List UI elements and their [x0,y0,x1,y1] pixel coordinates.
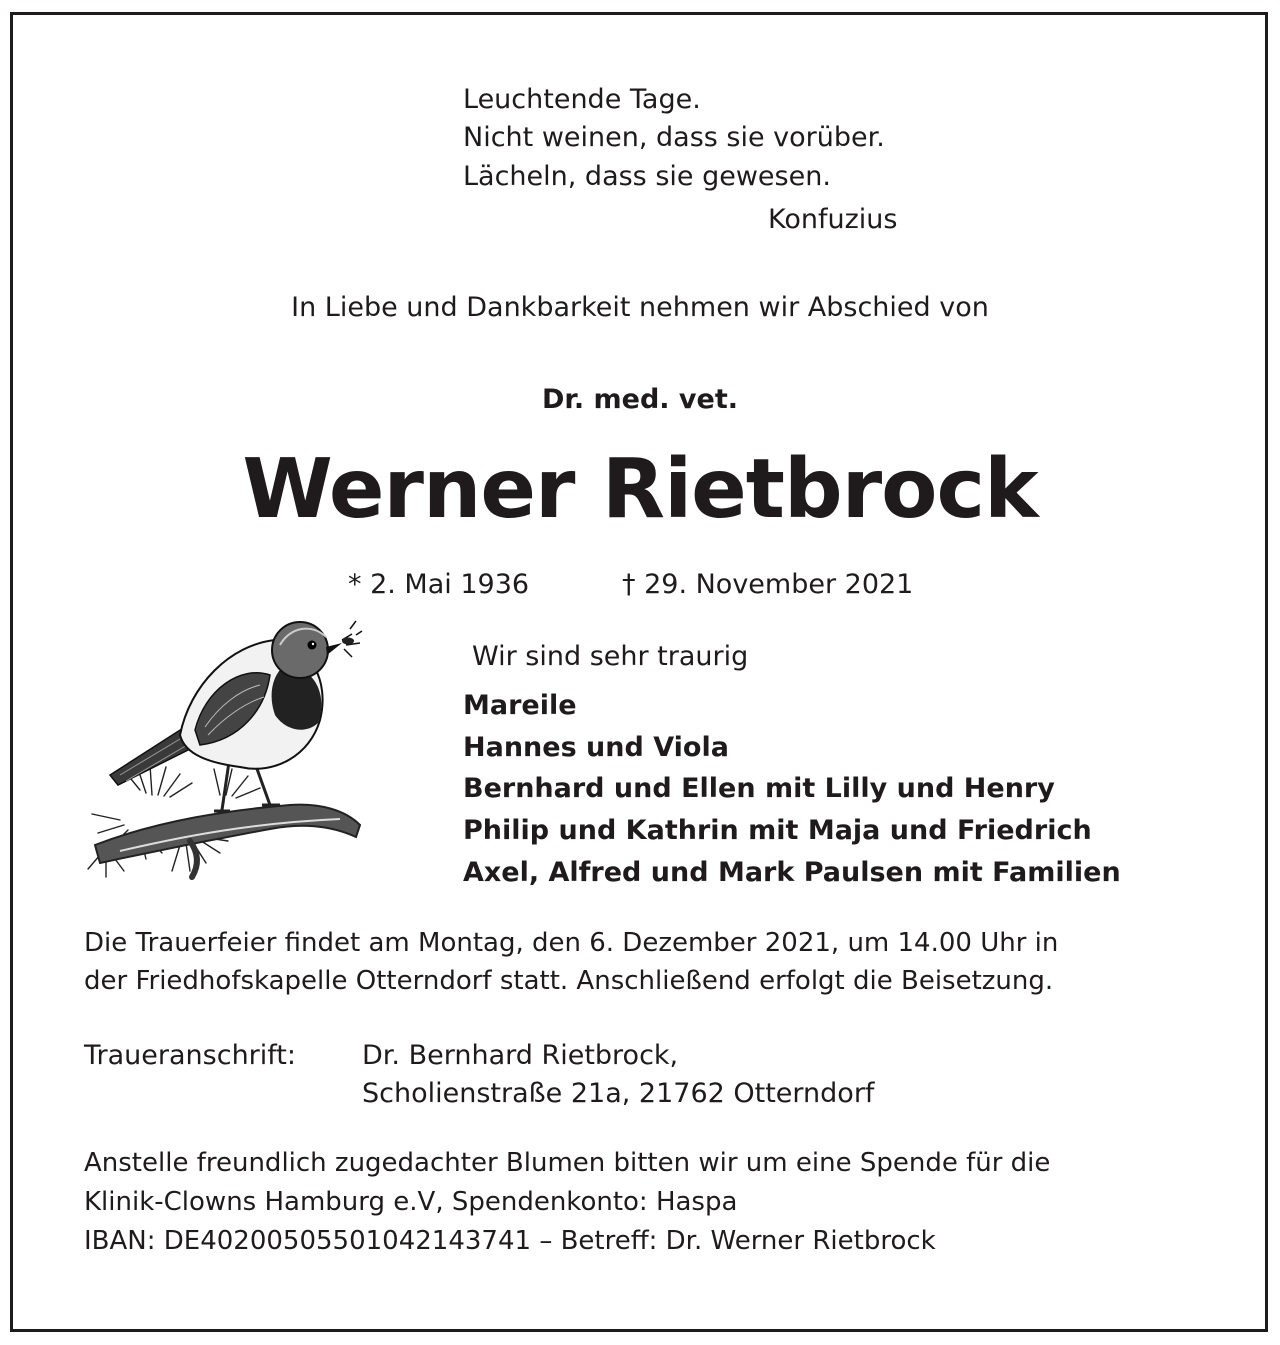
death-date: † 29. November 2021 [622,569,914,600]
address-line: Scholienstraße 21a, 21762 Otterndorf [362,1078,875,1109]
mourner-name: Bernhard und Ellen mit Lilly und Henry [463,773,1055,804]
donation-iban: IBAN: DE40200505501042143741 – Betreff: Dr. Werner Rietbrock [84,1226,936,1256]
quote-line: Nicht weinen, dass sie vorüber. [463,122,885,153]
address-line: Dr. Bernhard Rietbrock, [362,1040,679,1071]
quote-author: Konfuzius [768,204,898,235]
donation-line: Klinik-Clowns Hamburg e.V, Spendenkonto: Haspa [84,1187,738,1217]
mourners-heading: Wir sind sehr traurig [472,641,749,672]
quote-line: Lächeln, dass sie gewesen. [463,161,831,192]
deceased-name: Werner Rietbrock [242,442,1038,537]
address-label: Traueranschrift: [84,1040,296,1071]
birth-date: * 2. Mai 1936 [348,569,530,600]
mourner-name: Axel, Alfred und Mark Paulsen mit Familien [463,857,1121,888]
intro-text: In Liebe und Dankbarkeit nehmen wir Abschied von [291,292,989,323]
mourner-name: Mareile [463,690,577,721]
robin-on-branch-icon [80,605,365,887]
mourner-name: Hannes und Viola [463,732,729,763]
quote-line: Leuchtende Tage. [463,84,701,115]
mourner-name: Philip und Kathrin mit Maja und Friedrich [463,815,1092,846]
ceremony-line: Die Trauerfeier findet am Montag, den 6. Dezember 2021, um 14.00 Uhr in [84,928,1059,958]
ceremony-line: der Friedhofskapelle Otterndorf statt. Anschließend erfolgt die Beisetzung. [84,966,1054,996]
academic-title: Dr. med. vet. [541,384,739,415]
donation-line: Anstelle freundlich zugedachter Blumen bitten wir um eine Spende für die [84,1148,1051,1178]
